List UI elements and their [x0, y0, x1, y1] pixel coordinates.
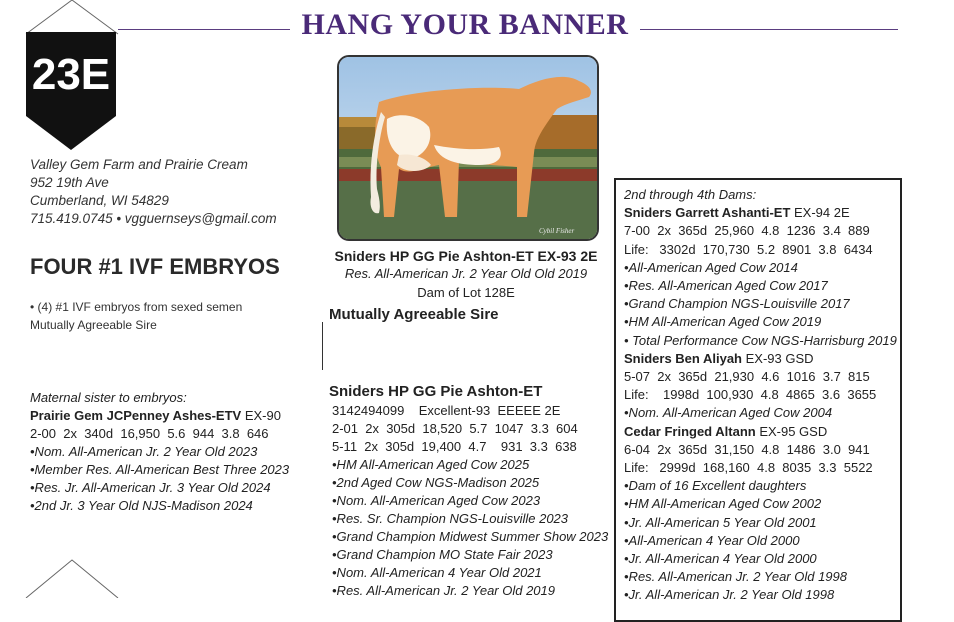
maternal-name: Prairie Gem JCPenney Ashes-ETV: [30, 408, 242, 423]
dam-entry-title: [616, 204, 900, 222]
dam-award: •Nom. All-American 4 Year Old 2021: [332, 565, 542, 580]
dam-entry-name: Sniders Ben Aliyah: [624, 350, 742, 366]
dam-award: •Nom. All-American Aged Cow 2023: [332, 493, 541, 508]
maternal-sister-block: [30, 389, 320, 515]
dam-award: •Res. All-American Jr. 2 Year Old 2019: [332, 583, 555, 598]
dam-entry-award: •Res. All-American Jr. 2 Year Old 1998: [624, 569, 847, 585]
dam-entry-record: 6-04 2x 365d 31,150 4.8 1486 3.0 941: [624, 441, 870, 457]
dam-entry-title: [616, 350, 900, 368]
dam-entry-award: • Total Performance Cow NGS-Harrisburg 2019: [624, 332, 897, 348]
dam-entry-score: EX-93 GSD: [742, 350, 814, 366]
dams-heading: 2nd through 4th Dams:: [624, 187, 757, 202]
consignor-contact: [30, 156, 320, 228]
dam-entry-award: •HM All-American Aged Cow 2002: [624, 496, 822, 512]
dam-award: •HM All-American Aged Cow 2025: [332, 457, 530, 472]
dam-entry-award: •Grand Champion NGS-Louisville 2017: [624, 296, 850, 312]
dam-award: •Grand Champion Midwest Summer Show 2023: [332, 529, 609, 544]
dam-entry-record: Life: 3302d 170,730 5.2 8901 3.8 6434: [624, 241, 873, 257]
dam-entry-record: Life: 1998d 100,930 4.8 4865 3.6 3655: [624, 387, 877, 403]
pedigree-connector: [322, 322, 323, 370]
contact-city: Cumberland, WI 54829: [30, 193, 169, 208]
dam-award: •2nd Aged Cow NGS-Madison 2025: [332, 475, 540, 490]
lot-number: 23E: [31, 50, 111, 99]
dam-name: Sniders HP GG Pie Ashton-ET: [329, 383, 543, 400]
cow-photo: [337, 55, 599, 241]
header-rule-right: [640, 29, 898, 30]
dam-entry-name: Sniders Garrett Ashanti-ET: [624, 205, 791, 221]
header-rule-left: [118, 29, 290, 30]
sire-heading: Mutually Agreeable Sire: [329, 306, 499, 323]
page-title: HANG YOUR BANNER: [301, 8, 629, 41]
dam-entry-record: 5-07 2x 365d 21,930 4.6 1016 3.7 815: [624, 369, 870, 385]
offer-title: FOUR #1 IVF EMBRYOS: [30, 254, 280, 279]
dam-registration: 3142494099 Excellent-93 EEEEE 2E: [332, 403, 561, 418]
dam-entry-award: •Jr. All-American Jr. 2 Year Old 1998: [624, 587, 835, 603]
cow-image: [339, 57, 597, 239]
photo-caption-name: Sniders HP GG Pie Ashton-ET EX-93 2E: [334, 248, 598, 264]
maternal-award: •Member Res. All-American Best Three 2023: [30, 462, 290, 477]
contact-farm: Valley Gem Farm and Prairie Cream: [30, 157, 248, 172]
photo-watermark: Cybil Fisher: [539, 227, 575, 235]
contact-address: 952 19th Ave: [30, 175, 109, 190]
dam-entry-award: •Jr. All-American 4 Year Old 2000: [624, 551, 817, 567]
dam-entry-award: •Dam of 16 Excellent daughters: [624, 478, 807, 494]
ancestor-dams-box: [614, 178, 902, 622]
dam-entry-award: •HM All-American Aged Cow 2019: [624, 314, 822, 330]
maternal-award: •Nom. All-American Jr. 2 Year Old 2023: [30, 444, 258, 459]
dam-entry-score: EX-94 2E: [790, 205, 850, 221]
dam-award: •Grand Champion MO State Fair 2023: [332, 547, 553, 562]
offer-description: [30, 298, 320, 334]
dam-block: [329, 382, 609, 600]
maternal-score: EX-90: [241, 408, 281, 423]
dam-award: •Res. Sr. Champion NGS-Louisville 2023: [332, 511, 569, 526]
dam-entry-record: Life: 2999d 168,160 4.8 8035 3.3 5522: [624, 460, 873, 476]
maternal-heading: Maternal sister to embryos:: [30, 390, 187, 405]
dam-entry-name: Cedar Fringed Altann: [624, 423, 756, 439]
dam-entry-score: EX-95 GSD: [755, 423, 828, 439]
maternal-record: 2-00 2x 340d 16,950 5.6 944 3.8 646: [30, 426, 269, 441]
contact-phone-email: 715.419.0745 • vgguernseys@gmail.com: [30, 211, 277, 226]
dam-entry-award: •Res. All-American Aged Cow 2017: [624, 278, 828, 294]
offer-desc-line: • (4) #1 IVF embryos from sexed semen: [30, 300, 243, 314]
dam-entry-title: [616, 423, 900, 441]
dam-record: 2-01 2x 305d 18,520 5.7 1047 3.3 604: [332, 421, 578, 436]
dam-entry-record: 7-00 2x 365d 25,960 4.8 1236 3.4 889: [624, 223, 870, 239]
next-flag-hanger-icon: [22, 558, 122, 598]
dam-entry-award: •Nom. All-American Aged Cow 2004: [624, 405, 833, 421]
photo-caption-dam: Dam of Lot 128E: [417, 285, 515, 300]
dam-entry-award: •All-American 4 Year Old 2000: [624, 532, 800, 548]
maternal-award: •Res. Jr. All-American Jr. 3 Year Old 2024: [30, 480, 271, 495]
dam-entry-award: •All-American Aged Cow 2014: [624, 259, 798, 275]
photo-caption-award: Res. All-American Jr. 2 Year Old Old 2019: [344, 266, 588, 281]
offer-desc-line: Mutually Agreeable Sire: [30, 318, 157, 332]
dam-entry-award: •Jr. All-American 5 Year Old 2001: [624, 514, 817, 530]
maternal-award: •2nd Jr. 3 Year Old NJS-Madison 2024: [30, 498, 253, 513]
dam-record: 5-11 2x 305d 19,400 4.7 931 3.3 638: [332, 439, 577, 454]
